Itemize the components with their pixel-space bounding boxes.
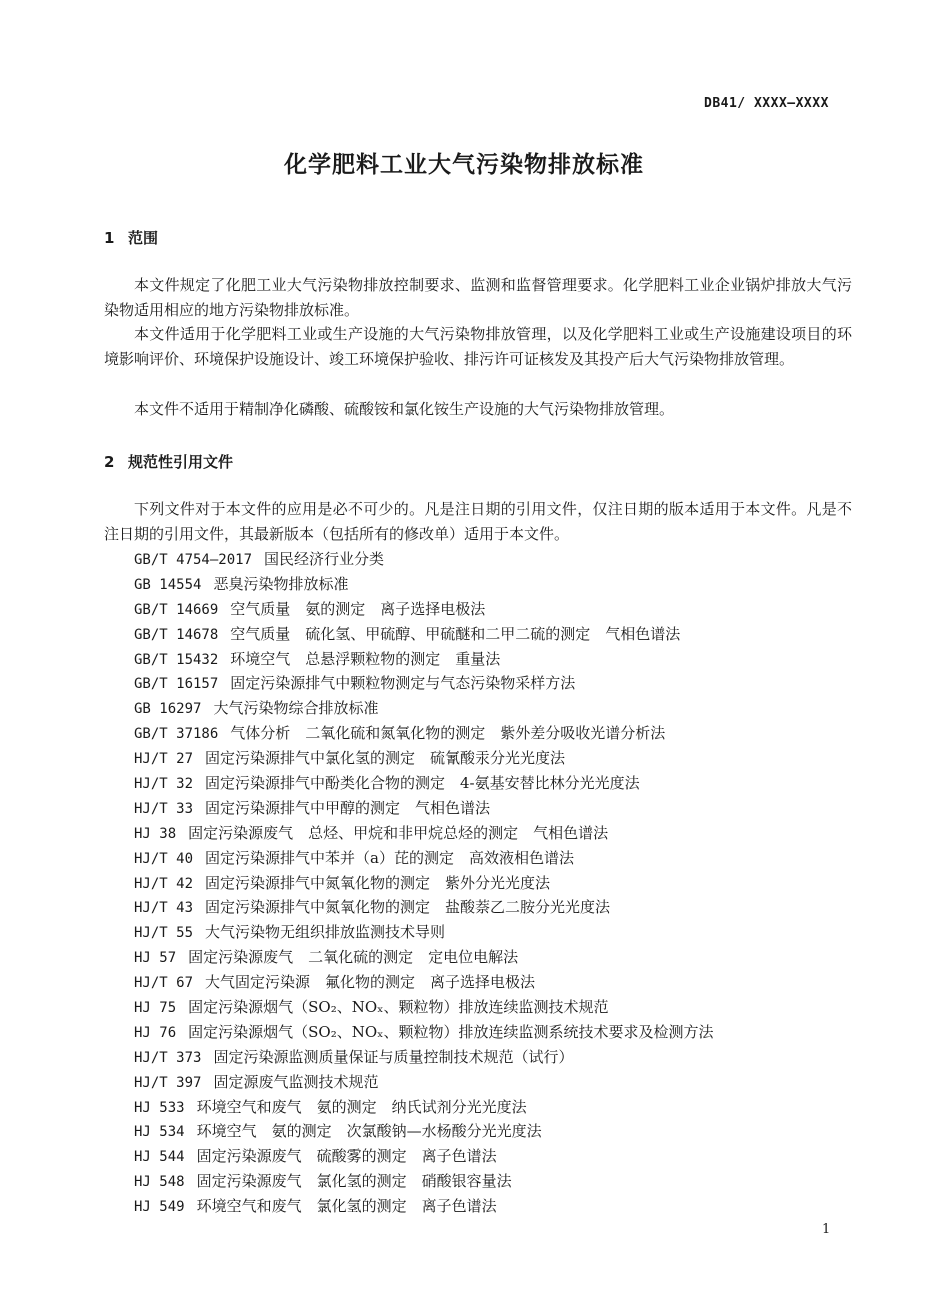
section-2-title: 规范性引用文件 — [128, 453, 234, 471]
scope-paragraph-2: 本文件适用于化学肥料工业或生产设施的大气污染物排放管理，以及化学肥料工业或生产设施建设项目的环境影响评价、环境保护设施设计、竣工环境保护验收、排污许可证核发及其投产后大气污染物排放管理。 — [104, 325, 852, 368]
reference-code: GB/T 37186 — [134, 726, 219, 743]
document-code: DB41/ XXXX—XXXX — [704, 96, 829, 111]
reference-title: 固定污染源排气中甲醇的测定 气相色谱法 — [205, 798, 491, 817]
section-1-title: 范围 — [128, 229, 159, 247]
reference-code: HJ/T 67 — [134, 975, 194, 992]
reference-title: 固定污染源排气中苯并（a）芘的测定 高效液相色谱法 — [205, 848, 574, 867]
reference-code: HJ 533 — [134, 1099, 185, 1116]
reference-code: GB 16297 — [134, 701, 202, 718]
reference-title: 固定污染源废气 二氧化硫的测定 定电位电解法 — [188, 948, 519, 967]
reference-title: 固定污染源监测质量保证与质量控制技术规范（试行） — [213, 1047, 574, 1066]
reference-title: 环境空气 氨的测定 次氯酸钠—水杨酸分光光度法 — [196, 1122, 542, 1141]
reference-code: HJ/T 43 — [134, 900, 194, 917]
reference-item — [134, 746, 854, 771]
reference-item — [134, 846, 854, 871]
reference-item — [134, 671, 854, 696]
reference-title: 固定源废气监测技术规范 — [213, 1072, 379, 1091]
reference-item — [134, 622, 854, 647]
reference-item — [134, 945, 854, 970]
reference-item — [134, 1144, 854, 1169]
references-intro: 下列文件对于本文件的应用是必不可少的。凡是注日期的引用文件，仅注日期的版本适用于本文件。凡是不注日期的引用文件，其最新版本（包括所有的修改单）适用于本文件。 — [104, 500, 852, 543]
reference-list — [134, 547, 854, 1219]
reference-item — [134, 547, 854, 572]
reference-item — [134, 1194, 854, 1219]
reference-item — [134, 721, 854, 746]
reference-code: HJ/T 40 — [134, 850, 194, 867]
reference-code: HJ/T 33 — [134, 800, 194, 817]
reference-item — [134, 1020, 854, 1045]
reference-code: HJ 76 — [134, 1024, 177, 1041]
reference-code: HJ 38 — [134, 825, 177, 842]
section-2-number: 2 — [104, 453, 115, 471]
reference-title: 恶臭污染物排放标准 — [213, 574, 349, 593]
reference-title: 气体分析 二氧化硫和氮氧化物的测定 紫外差分吸收光谱分析法 — [230, 724, 666, 743]
reference-item — [134, 1070, 854, 1095]
reference-title: 空气质量 硫化氢、甲硫醇、甲硫醚和二甲二硫的测定 气相色谱法 — [230, 624, 681, 643]
reference-item — [134, 572, 854, 597]
reference-title: 固定污染源排气中颗粒物测定与气态污染物采样方法 — [230, 674, 576, 693]
reference-item — [134, 970, 854, 995]
reference-code: GB/T 15432 — [134, 651, 219, 668]
section-1-heading — [104, 227, 158, 248]
reference-title: 大气固定污染源 氟化物的测定 离子选择电极法 — [205, 973, 536, 992]
reference-code: GB/T 14678 — [134, 626, 219, 643]
reference-code: HJ 75 — [134, 1000, 177, 1017]
reference-code: GB/T 4754—2017 — [134, 552, 253, 568]
reference-code: HJ/T 32 — [134, 776, 194, 793]
reference-title: 固定污染源废气 总烃、甲烷和非甲烷总烃的测定 气相色谱法 — [188, 823, 609, 842]
reference-item — [134, 597, 854, 622]
reference-code: GB 14554 — [134, 576, 202, 593]
reference-code: HJ 544 — [134, 1149, 185, 1166]
reference-title: 固定污染源排气中氮氧化物的测定 盐酸萘乙二胺分光光度法 — [205, 898, 611, 917]
reference-title: 大气污染物综合排放标准 — [213, 699, 379, 718]
reference-item — [134, 696, 854, 721]
reference-code: HJ/T 373 — [134, 1049, 202, 1066]
reference-item — [134, 1045, 854, 1070]
reference-code: HJ 548 — [134, 1174, 185, 1191]
reference-code: HJ 57 — [134, 950, 177, 967]
reference-title: 环境空气和废气 氯化氢的测定 离子色谱法 — [196, 1197, 497, 1216]
reference-title: 固定污染源排气中酚类化合物的测定 4-氨基安替比林分光光度法 — [205, 774, 640, 793]
page-number: 1 — [822, 1222, 831, 1237]
reference-item — [134, 895, 854, 920]
section-1-number: 1 — [104, 229, 115, 247]
reference-item — [134, 796, 854, 821]
reference-title: 固定污染源烟气（SO₂、NOₓ、颗粒物）排放连续监测系统技术要求及检测方法 — [188, 1022, 714, 1041]
reference-title: 固定污染源排气中氯化氢的测定 硫氰酸汞分光光度法 — [205, 749, 566, 768]
reference-title: 环境空气 总悬浮颗粒物的测定 重量法 — [230, 649, 501, 668]
reference-item — [134, 1119, 854, 1144]
document-title: 化学肥料工业大气污染物排放标准 — [284, 152, 644, 178]
reference-title: 固定污染源废气 硫酸雾的测定 离子色谱法 — [196, 1147, 497, 1166]
reference-code: HJ 534 — [134, 1124, 185, 1141]
reference-item — [134, 920, 854, 945]
reference-code: HJ 549 — [134, 1199, 185, 1216]
reference-code: HJ/T 397 — [134, 1074, 202, 1091]
reference-item — [134, 995, 854, 1020]
reference-code: HJ/T 27 — [134, 751, 194, 768]
reference-item — [134, 1095, 854, 1120]
section-2-heading — [104, 451, 233, 472]
reference-title: 空气质量 氨的测定 离子选择电极法 — [230, 599, 486, 618]
reference-item — [134, 871, 854, 896]
reference-item — [134, 821, 854, 846]
reference-code: GB/T 16157 — [134, 676, 219, 693]
reference-code: HJ/T 42 — [134, 875, 194, 892]
reference-title: 固定污染源排气中氮氧化物的测定 紫外分光光度法 — [205, 873, 551, 892]
reference-title: 国民经济行业分类 — [264, 550, 385, 568]
scope-paragraph-1: 本文件规定了化肥工业大气污染物排放控制要求、监测和监督管理要求。化学肥料工业企业锅炉排放大气污染物适用相应的地方污染物排放标准。 — [104, 276, 852, 319]
reference-title: 固定污染源废气 氯化氢的测定 硝酸银容量法 — [196, 1172, 512, 1191]
reference-item — [134, 647, 854, 672]
reference-item — [134, 1169, 854, 1194]
reference-code: GB/T 14669 — [134, 601, 219, 618]
scope-paragraph-3: 本文件不适用于精制净化磷酸、硫酸铵和氯化铵生产设施的大气污染物排放管理。 — [134, 400, 675, 418]
reference-title: 环境空气和废气 氨的测定 纳氏试剂分光光度法 — [196, 1097, 527, 1116]
reference-code: HJ/T 55 — [134, 925, 194, 942]
reference-item — [134, 771, 854, 796]
reference-title: 大气污染物无组织排放监测技术导则 — [205, 923, 446, 942]
reference-title: 固定污染源烟气（SO₂、NOₓ、颗粒物）排放连续监测技术规范 — [188, 998, 609, 1017]
